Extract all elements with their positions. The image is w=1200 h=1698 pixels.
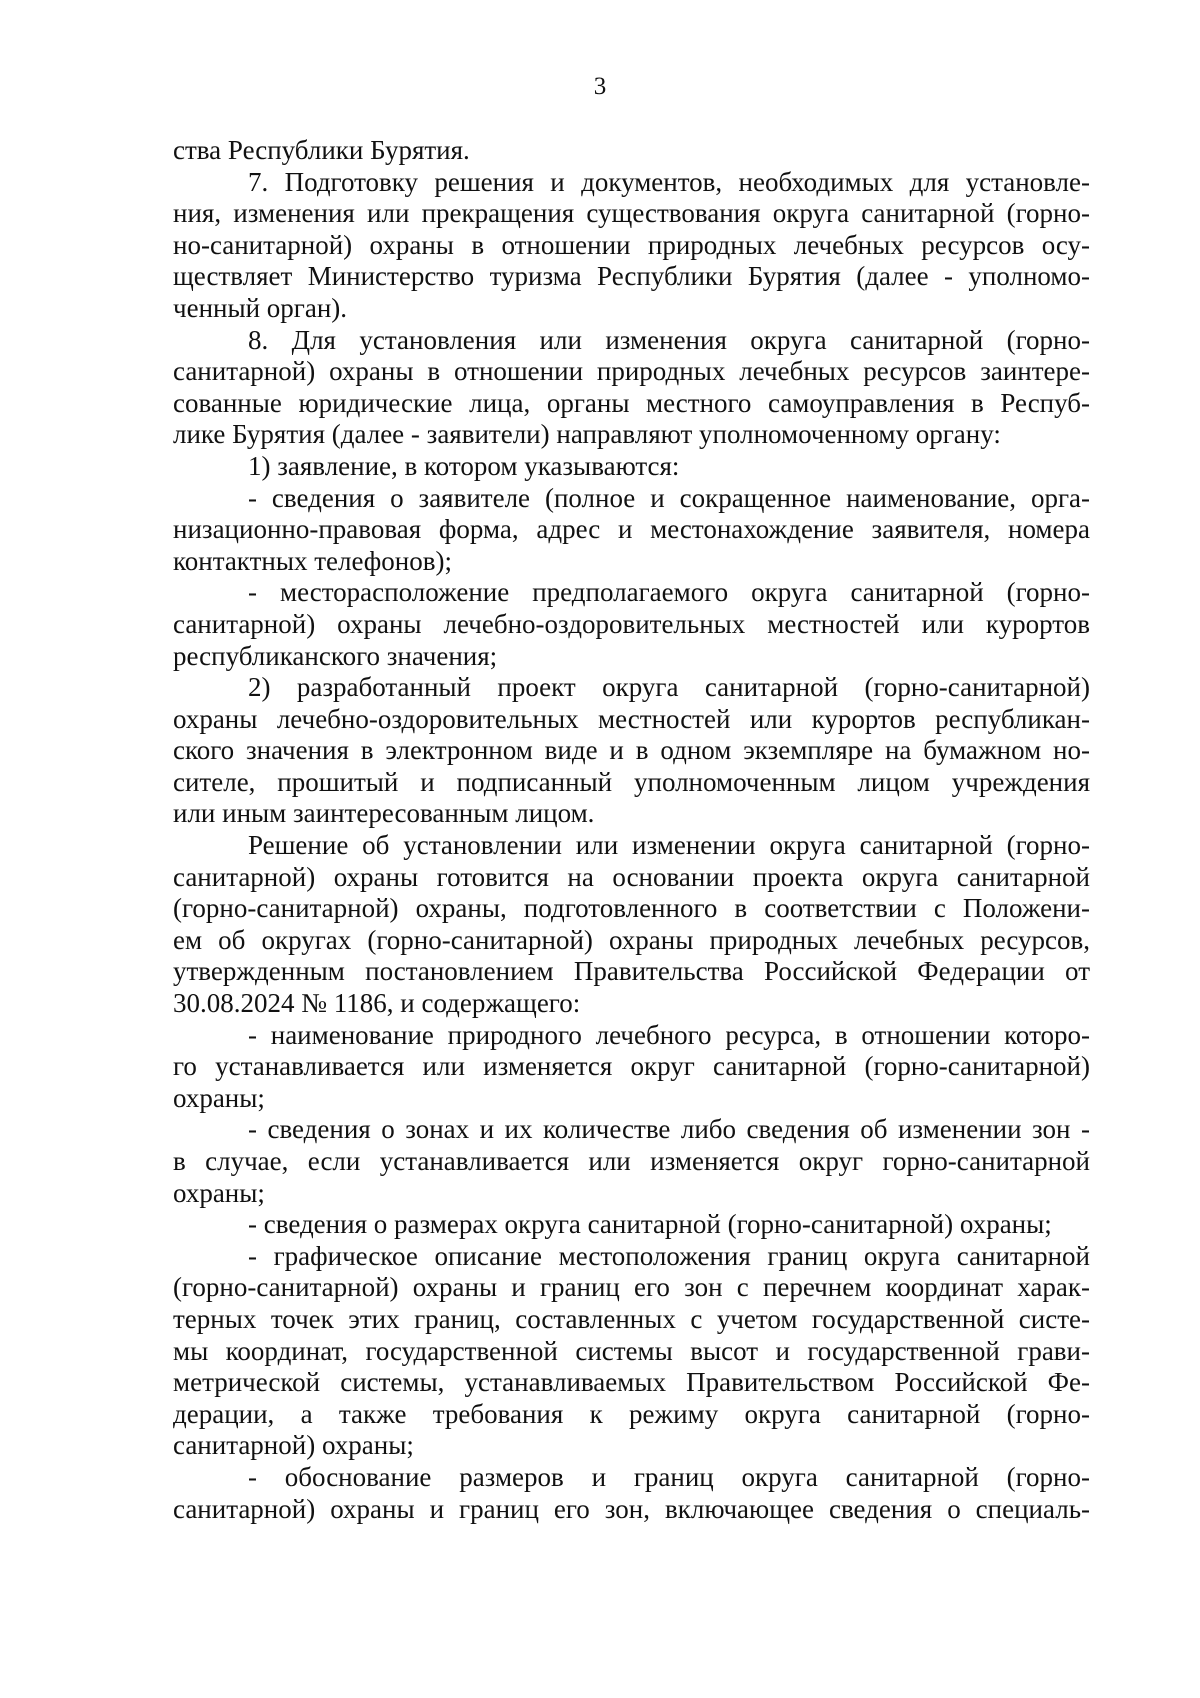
text-line: лике Бурятия (далее - заявители) направляют уполномоченному органу: xyxy=(173,419,1001,450)
text-line: ства Республики Бурятия. xyxy=(173,135,470,165)
text-line: - обоснование размеров и границ округа санитарной (горно- xyxy=(248,1461,1090,1492)
text-line: - месторасположение предполагаемого округа санитарной (горно- xyxy=(248,577,1090,608)
text-line: санитарной) охраны лечебно-оздоровительных местностей или курортов xyxy=(173,608,1090,639)
text-line: или иным заинтересованным лицом. xyxy=(173,798,595,829)
text-line: - сведения о размерах округа санитарной (горно-санитарной) охраны; xyxy=(248,1209,1052,1240)
text-line: санитарной) охраны; xyxy=(173,1430,414,1461)
text-line: контактных телефонов); xyxy=(173,545,452,576)
text-line: утвержденным постановлением Правительства Российской Федерации от xyxy=(173,956,1090,987)
text-line: дерации, а также требования к режиму округа санитарной (горно- xyxy=(173,1398,1090,1429)
document-body xyxy=(173,135,1090,1525)
text-line: Решение об установлении или изменении округа санитарной (горно- xyxy=(248,830,1090,861)
text-line: санитарной) охраны и границ его зон, включающее сведения о специаль- xyxy=(173,1493,1090,1524)
text-line: охраны; xyxy=(173,1082,265,1113)
text-line: 8. Для установления или изменения округа санитарной (горно- xyxy=(248,324,1090,355)
text-line: (горно-санитарной) охраны и границ его зон с перечнем координат харак- xyxy=(173,1272,1090,1303)
text-line: но-санитарной) охраны в отношении природных лечебных ресурсов осу- xyxy=(173,229,1090,260)
text-line: 1) заявление, в котором указываются: xyxy=(248,450,680,481)
text-line: сованные юридические лица, органы местного самоуправления в Респуб- xyxy=(173,387,1090,418)
text-line: сителе, прошитый и подписанный уполномоченным лицом учреждения xyxy=(173,766,1090,797)
text-line: (горно-санитарной) охраны, подготовленного в соответствии с Положени- xyxy=(173,893,1090,924)
text-line: ния, изменения или прекращения существования округа санитарной (горно- xyxy=(173,198,1090,229)
text-line: охраны; xyxy=(173,1177,265,1208)
text-line: - сведения о зонах и их количестве либо сведения об изменении зон - xyxy=(248,1114,1090,1145)
text-line: 7. Подготовку решения и документов, необходимых для установле- xyxy=(248,166,1090,197)
text-line: ского значения в электронном виде и в одном экземпляре на бумажном но- xyxy=(173,735,1090,766)
text-line: в случае, если устанавливается или изменяется округ горно-санитарной xyxy=(173,1146,1090,1176)
text-line: 30.08.2024 № 1186, и содержащего: xyxy=(173,988,581,1019)
text-line: - графическое описание местоположения границ округа санитарной xyxy=(248,1240,1090,1271)
text-line: республиканского значения; xyxy=(173,640,498,671)
text-line: - наименование природного лечебного ресурса, в отношении которо- xyxy=(248,1019,1090,1050)
text-line: санитарной) охраны готовится на основании проекта округа санитарной xyxy=(173,861,1090,892)
text-line: го устанавливается или изменяется округ санитарной (горно-санитарной) xyxy=(173,1051,1090,1082)
text-line: 2) разработанный проект округа санитарной (горно-санитарной) xyxy=(248,672,1090,703)
text-line: ществляет Министерство туризма Республики Бурятия (далее - уполномо- xyxy=(173,261,1090,292)
text-line: ем об округах (горно-санитарной) охраны природных лечебных ресурсов, xyxy=(173,924,1090,955)
text-line: мы координат, государственной системы высот и государственной грави- xyxy=(173,1335,1090,1366)
text-line: низационно-правовая форма, адрес и местонахождение заявителя, номера xyxy=(173,514,1090,545)
page-number: 3 xyxy=(593,73,607,100)
text-line: охраны лечебно-оздоровительных местностей или курортов республикан- xyxy=(173,703,1090,734)
text-line: - сведения о заявителе (полное и сокращенное наименование, орга- xyxy=(248,482,1090,513)
text-line: ченный орган). xyxy=(173,292,348,323)
text-line: терных точек этих границ, составленных с учетом государственной систе- xyxy=(173,1303,1090,1334)
text-line: метрической системы, устанавливаемых Правительством Российской Фе- xyxy=(173,1367,1090,1398)
text-line: санитарной) охраны в отношении природных лечебных ресурсов заинтере- xyxy=(173,356,1090,387)
